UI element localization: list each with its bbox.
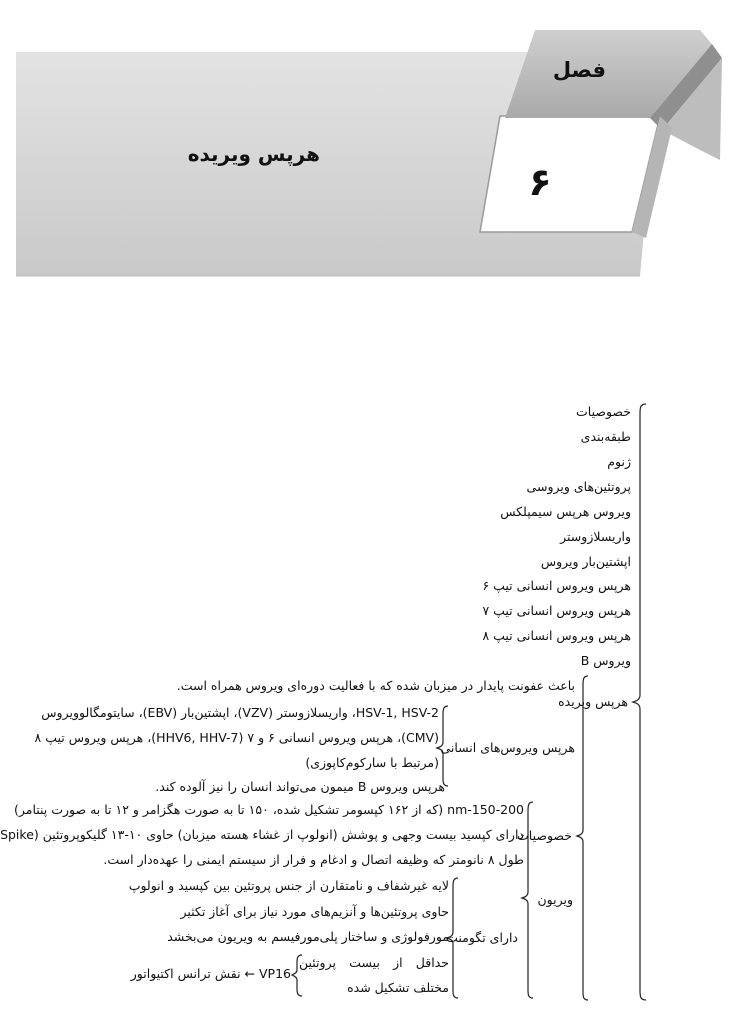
tegument-line: حاوی پروتئین‌ها و آنزیم‌های مورد نیاز برای آغاز تکثیر	[180, 904, 449, 919]
tegument-line: مورفولوژی و ساختار پلی‌مورفیسم به ویریون می‌بخشد	[167, 929, 449, 944]
chapter-title: هرپس ویریده	[187, 142, 320, 166]
top-item-khosousiyat: خصوصیات	[576, 404, 631, 419]
proteins-line: حداقل از بیست پروتئین	[299, 955, 449, 970]
tegument-label: دارای تگومنت	[446, 930, 518, 945]
human-herpes-line: HSV-1, HSV-2، واریسلازوستر (VZV)، اپشتین‌بار (EBV)، سایتومگالوویروس	[41, 705, 439, 720]
monkey-line: هرپس ویروس B میمون می‌تواند انسان را نیز آلوده کند.	[155, 779, 445, 794]
top-item-hhv6: هرپس ویروس انسانی تیپ ۶	[482, 578, 631, 593]
human-herpes-label: هرپس ویروس‌های انسانی	[440, 740, 575, 755]
chapter-number: ۶	[528, 160, 552, 204]
virion-label: ویریون	[537, 892, 573, 907]
root-label: هرپس ویریده	[558, 694, 628, 709]
top-item-hhv7: هرپس ویروس انسانی تیپ ۷	[482, 603, 631, 618]
top-item-hsv: ویروس هرپس سیمپلکس	[500, 504, 631, 519]
top-item-viral-proteins: پروتئین‌های ویروسی	[526, 479, 631, 494]
top-item-tabaqebandi: طبقه‌بندی	[580, 429, 631, 444]
top-item-hhv8: هرپس ویروس انسانی تیپ ۸	[482, 628, 631, 643]
latent-line: باعث عفونت پایدار در میزبان شده که با فعالیت دوره‌ای ویروس همراه است.	[176, 678, 575, 693]
virion-size-line: 150-200-nm (که از ۱۶۲ کپسومر تشکیل شده، ۱۵۰ تا به صورت هگزامر و ۱۲ تا به صورت پنتامر)	[13, 802, 524, 817]
chapter-word: فصل	[552, 58, 606, 82]
vp16-line: VP16 ← نقش ترانس اکتیواتور	[130, 966, 291, 981]
human-herpes-line: (مرتبط با سارکوم‌کاپوزی)	[305, 755, 439, 770]
proteins-line: مختلف تشکیل شده	[347, 980, 449, 995]
khosousiyat-label: خصوصیات	[517, 828, 572, 843]
human-herpes-line: (CMV)، هرپس ویروس انسانی ۶ و ۷ (HHV6, HHV-7)، هرپس ویروس تیپ ۸	[34, 730, 439, 745]
top-item-vzv: واریسلازوستر	[560, 529, 631, 544]
top-item-virus-b: ویروس B	[580, 653, 631, 668]
virion-size-line: طول ۸ نانومتر که وظیفه اتصال و ادغام و فرار از سیستم ایمنی را عهده‌دار است.	[103, 852, 524, 867]
khosousiyat-brace	[577, 676, 588, 1000]
virion-size-line: دارای کپسید بیست وجهی و پوشش (انولوپ از غشاء هسته میزبان) حاوی ۱۰-۱۳ گلیکوپروتئین (Spike	[0, 827, 524, 842]
top-item-ebv: اپشتین‌بار ویروس	[540, 554, 631, 569]
tegument-line: لایه غیرشفاف و نامتقارن از جنس پروتئین بین کپسید و انولوپ	[128, 878, 449, 893]
top-item-genome: ژنوم	[607, 454, 631, 469]
root-brace	[633, 404, 646, 1000]
